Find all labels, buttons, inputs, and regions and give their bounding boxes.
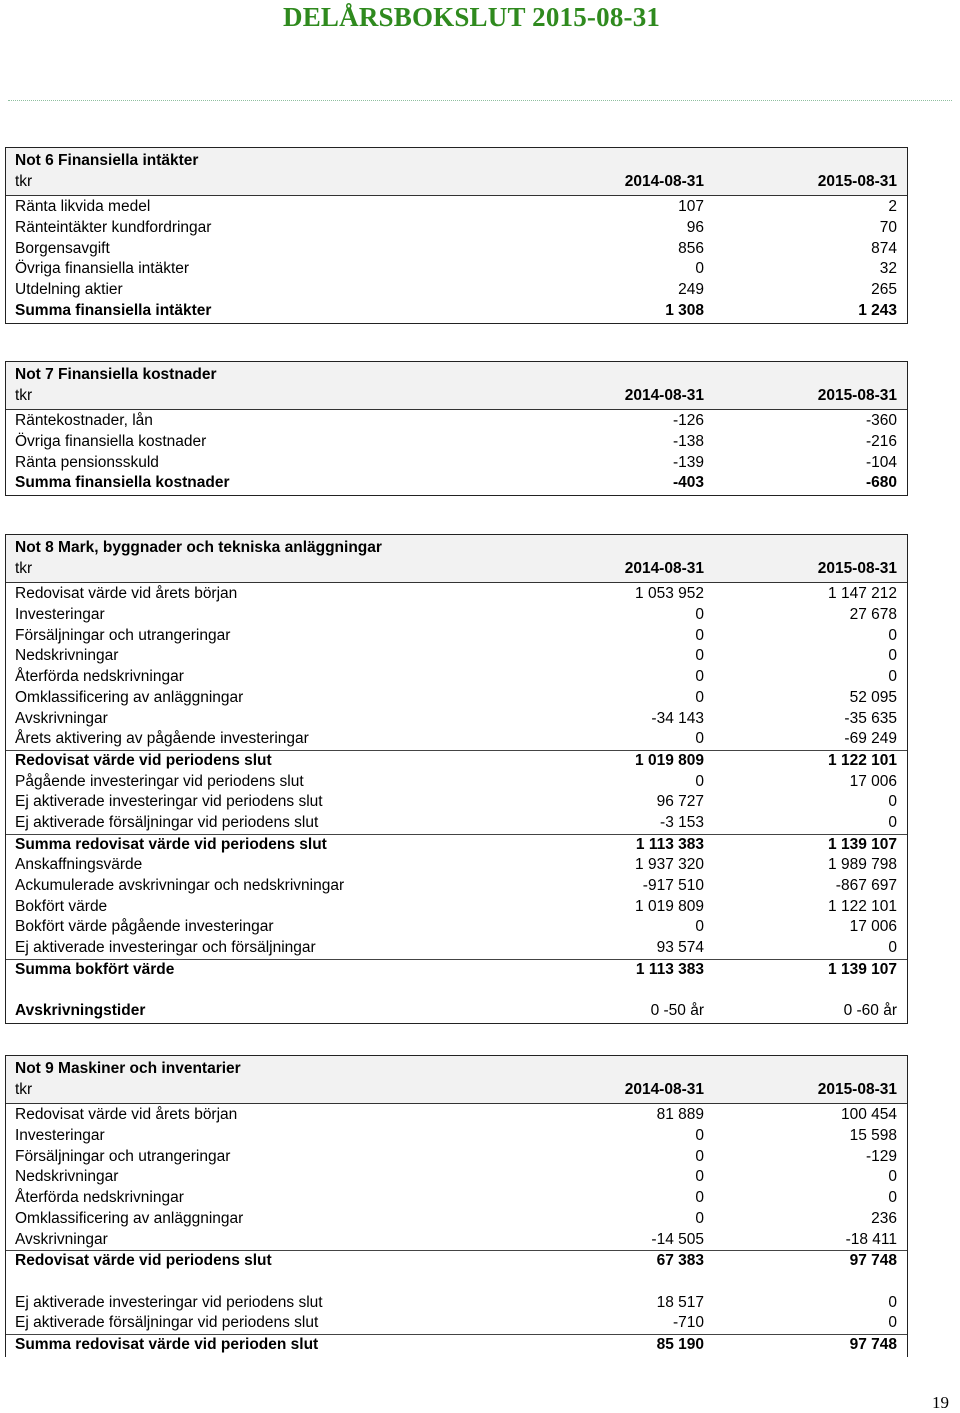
value-2014: 0 [695,260,704,278]
value-2014: 1 113 383 [635,960,704,978]
table-row [6,1167,907,1188]
value-2015: -680 [865,474,897,492]
table-row [6,709,907,730]
row-label: Investeringar [15,606,105,624]
row-label: Summa bokfört värde [15,960,175,978]
value-2014: -14 505 [651,1230,704,1248]
value-2014: 107 [678,198,704,216]
table-row [6,1188,907,1209]
row-label: Ränta likvida medel [15,198,151,216]
value-2015: 17 006 [849,918,897,936]
value-2015: 0 [888,626,897,644]
row-label: Försäljningar och utrangeringar [15,1147,231,1165]
value-2014: 93 574 [656,939,704,957]
value-2015: 15 598 [849,1127,897,1145]
value-2014: 1 937 320 [635,856,704,874]
value-2015: 0 [888,668,897,686]
value-2014: 81 889 [656,1106,704,1124]
table-row [6,197,907,218]
note-heading: Not 6 Finansiella intäkter [15,152,199,169]
note-header [6,535,907,583]
row-label: Ackumulerade avskrivningar och nedskrivningar [15,877,345,894]
note-8-table [5,534,908,1024]
row-label: Övriga finansiella intäkter [15,260,190,278]
value-2015: 1 122 101 [828,751,897,769]
table-row [6,1230,907,1252]
value-2015: 52 095 [849,688,897,706]
value-2015: 1 139 107 [828,835,897,853]
table-row [6,280,907,301]
sum-row [6,835,907,856]
table-row [6,855,907,876]
row-label: Avskrivningar [15,1230,108,1248]
column-header-2014: 2014-08-31 [624,559,704,577]
table-row [6,626,907,647]
sum-row [6,1335,907,1356]
table-row [6,688,907,709]
note-header [6,362,907,410]
column-header-2015: 2015-08-31 [817,386,897,404]
table-row [6,938,907,960]
row-label: Redovisat värde vid periodens slut [15,751,272,769]
table-row [6,1147,907,1168]
row-label: Nedskrivningar [15,647,119,665]
value-2014: 0 [695,1209,704,1227]
row-label: Omklassificering av anläggningar [15,688,244,706]
note-header [6,1056,907,1104]
value-2014: 1 053 952 [635,585,704,603]
value-2014: 0 [695,1189,704,1207]
table-row [6,605,907,626]
unit-label: tkr [15,1080,33,1098]
row-label: Ej aktiverade försäljningar vid periodens slut [15,813,319,831]
row-label: Redovisat värde vid periodens slut [15,1252,272,1270]
table-row [6,897,907,918]
row-label: Bokfört värde [15,897,108,915]
value-2014: 0 [695,606,704,624]
unit-label: tkr [15,386,33,404]
table-row [6,667,907,688]
value-2015: -69 249 [844,730,897,748]
value-2014: -3 153 [660,813,704,831]
depreciation-period-row [6,1001,907,1022]
spacer [6,980,907,1001]
table-row [6,917,907,938]
unit-label: tkr [15,559,33,577]
table-row [6,453,907,474]
unit-label: tkr [15,172,33,190]
row-label: Avskrivningar [15,709,108,727]
value-2015: 0 [888,647,897,665]
row-label: Summa finansiella kostnader [15,474,230,492]
value-2014: 0 [695,1127,704,1145]
value-2014: 96 [686,219,704,237]
column-header-2014: 2014-08-31 [624,172,704,190]
note-9-table [5,1055,908,1357]
value-2014: -139 [672,453,704,471]
value-2014: 0 [695,1147,704,1165]
value-2015: 1 147 212 [828,585,897,603]
row-label: Summa redovisat värde vid periodens slut [15,835,327,853]
value-2014: -917 510 [642,877,704,894]
value-2015: -216 [865,433,897,451]
table-row [6,432,907,453]
table-row [6,259,907,280]
note-header [6,148,907,196]
value-2015: 1 989 798 [828,856,897,874]
value-2014: 0 [695,772,704,790]
value-2015: 100 454 [840,1106,897,1124]
column-header-2015: 2015-08-31 [817,172,897,190]
value-2014: 0 [695,730,704,748]
value-2015: 0 [888,813,897,831]
row-label: Redovisat värde vid årets början [15,1106,238,1124]
value-2014: 67 383 [656,1252,704,1270]
value-2015: 0 [888,1314,897,1332]
value-2014: 249 [678,281,704,299]
row-label: Avskrivningstider [15,1002,146,1020]
value-2014: 0 [695,1168,704,1186]
column-header-2015: 2015-08-31 [817,1080,897,1098]
value-2015: 0 [888,1293,897,1311]
value-2014: 0 [695,918,704,936]
table-row [6,1126,907,1147]
row-label: Ej aktiverade investeringar vid periodens slut [15,1293,323,1311]
value-2014: 1 113 383 [635,835,704,853]
value-2014: -710 [672,1314,704,1332]
value-2014: 0 [695,668,704,686]
value-2015: 1 243 [858,301,897,319]
row-label: Ränta pensionsskuld [15,453,159,471]
spacer [6,1272,907,1293]
value-2015: 70 [879,219,897,237]
column-header-2014: 2014-08-31 [624,386,704,404]
row-label: Nedskrivningar [15,1168,119,1186]
table-row [6,1209,907,1230]
value-2015: 0 [888,939,897,957]
table-row [6,792,907,813]
value-2015: 2 [888,198,897,216]
value-2014: 1 019 809 [635,751,704,769]
table-row [6,239,907,260]
value-2015: -360 [865,412,897,430]
value-2015: 32 [879,260,897,278]
value-2014: 0 [695,647,704,665]
value-2014: 85 190 [656,1335,704,1353]
table-row [6,1313,907,1335]
value-2014: 1 019 809 [635,897,704,915]
value-2015: 0 [888,1189,897,1207]
sum-row [6,473,907,494]
value-2015: 265 [871,281,897,299]
table-row [6,876,907,897]
row-label: Försäljningar och utrangeringar [15,626,231,644]
row-label: Övriga finansiella kostnader [15,433,207,451]
value-2014: 0 [695,626,704,644]
value-2015: 17 006 [849,772,897,790]
note-heading: Not 8 Mark, byggnader och tekniska anläggningar [15,539,382,556]
page-number: 19 [932,1393,949,1412]
note-heading: Not 9 Maskiner och inventarier [15,1060,241,1077]
value-2015: 1 139 107 [828,960,897,978]
row-label: Ränteintäkter kundfordringar [15,219,212,237]
value-2015: 0 -60 år [843,1002,897,1020]
sum-row [6,960,907,981]
value-2014: 856 [678,239,704,257]
row-label: Utdelning aktier [15,281,123,299]
value-2014: 1 308 [665,301,704,319]
value-2015: 0 [888,1168,897,1186]
value-2014: -403 [672,474,704,492]
row-label: Ej aktiverade försäljningar vid periodens slut [15,1314,319,1332]
table-row [6,1293,907,1314]
value-2015: -104 [865,453,897,471]
row-label: Återförda nedskrivningar [15,1189,184,1207]
table-row [6,1105,907,1126]
row-label: Återförda nedskrivningar [15,668,184,686]
value-2014: 18 517 [656,1293,704,1311]
value-2015: -867 697 [835,877,897,894]
row-label: Bokfört värde pågående investeringar [15,918,274,936]
value-2015: 27 678 [849,606,897,624]
row-label: Borgensavgift [15,239,110,257]
table-row [6,584,907,605]
row-label: Redovisat värde vid årets början [15,585,238,603]
table-row [6,646,907,667]
table-row [6,411,907,432]
sum-row [6,1251,907,1272]
table-row [6,772,907,793]
sum-row [6,301,907,322]
row-label: Pågående investeringar vid periodens slut [15,772,304,790]
column-header-2014: 2014-08-31 [624,1080,704,1098]
row-label: Ej aktiverade investeringar och försäljningar [15,939,316,957]
value-2014: -34 143 [651,709,704,727]
note-heading: Not 7 Finansiella kostnader [15,366,217,383]
value-2014: -126 [672,412,704,430]
sum-row [6,751,907,772]
value-2015: -35 635 [844,709,897,727]
table-row [6,729,907,751]
value-2014: 96 727 [656,793,704,811]
row-label: Ej aktiverade investeringar vid periodens slut [15,793,323,811]
note-7-table [5,361,908,496]
document-title: DELÅRSBOKSLUT 2015-08-31 [283,2,661,32]
value-2015: 97 748 [849,1252,897,1270]
value-2015: 236 [871,1209,897,1227]
value-2015: 97 748 [849,1335,897,1353]
header-divider [8,100,952,101]
value-2014: 0 -50 år [650,1002,704,1020]
note-6-table [5,147,908,324]
row-label: Anskaffningsvärde [15,856,143,874]
value-2014: -138 [672,433,704,451]
row-label: Investeringar [15,1127,105,1145]
row-label: Summa redovisat värde vid perioden slut [15,1335,319,1353]
value-2015: -129 [865,1147,897,1165]
column-header-2015: 2015-08-31 [817,559,897,577]
row-label: Årets aktivering av pågående investeringar [15,730,309,748]
table-row [6,218,907,239]
table-row [6,813,907,835]
value-2014: 0 [695,688,704,706]
value-2015: 1 122 101 [828,897,897,915]
value-2015: -18 411 [845,1230,897,1248]
value-2015: 874 [871,239,897,257]
row-label: Räntekostnader, lån [15,412,153,430]
value-2015: 0 [888,793,897,811]
row-label: Summa finansiella intäkter [15,301,212,319]
row-label: Omklassificering av anläggningar [15,1209,244,1227]
